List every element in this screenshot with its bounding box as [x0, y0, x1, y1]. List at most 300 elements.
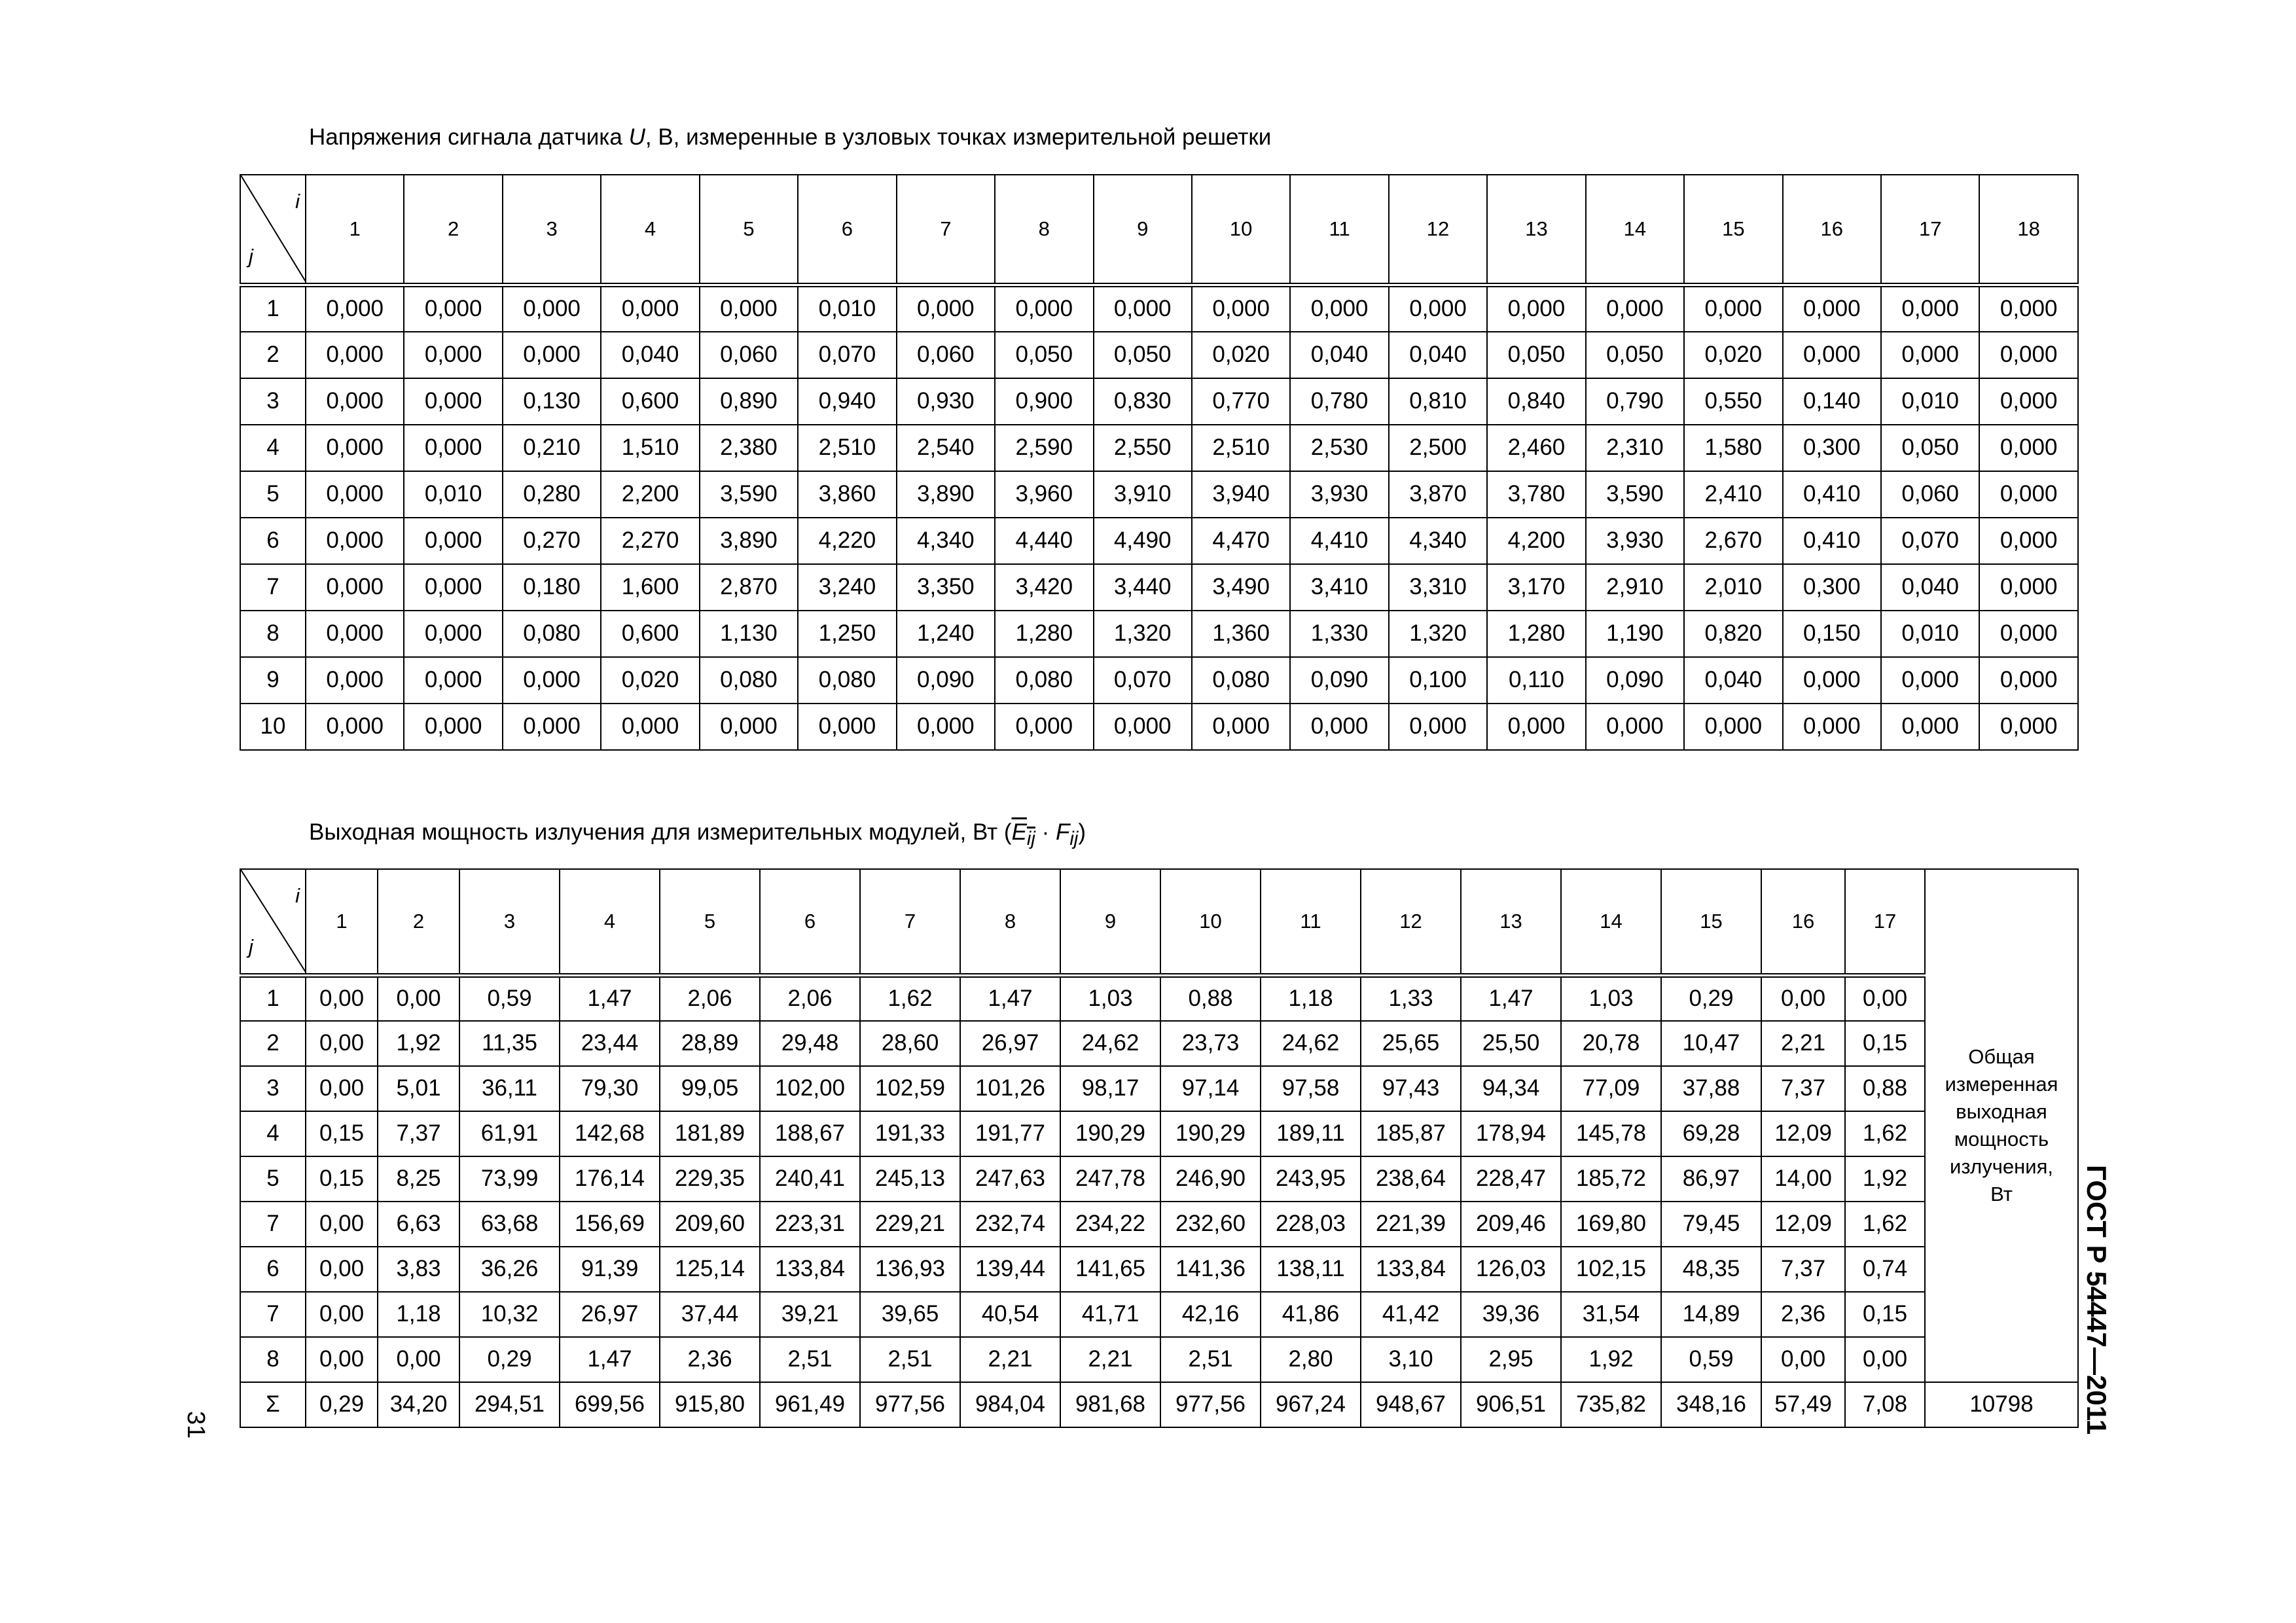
- sum-cell: 984,04: [960, 1382, 1060, 1427]
- row-index: 1: [240, 285, 306, 332]
- voltage-cell: 0,600: [601, 611, 699, 657]
- power-cell: 77,09: [1561, 1066, 1661, 1111]
- table-row: [240, 1292, 2078, 1337]
- voltage-cell: 0,790: [1586, 378, 1684, 425]
- table-row: [240, 378, 2078, 425]
- voltage-cell: 0,000: [1881, 657, 1979, 704]
- voltage-cell: 0,050: [1586, 332, 1684, 378]
- power-cell: 133,84: [1361, 1247, 1461, 1292]
- power-cell: 169,80: [1561, 1202, 1661, 1247]
- voltage-cell: 0,090: [897, 657, 995, 704]
- power-cell: 243,95: [1261, 1156, 1361, 1202]
- table-row: [240, 1247, 2078, 1292]
- power-cell: 2,06: [760, 976, 860, 1021]
- power-cell: 0,74: [1845, 1247, 1925, 1292]
- total-power-label-line: излучения,: [1950, 1154, 2053, 1178]
- row-index: 10: [240, 704, 306, 750]
- total-power-label-line: Общая: [1968, 1044, 2035, 1068]
- table-row: [240, 285, 2078, 332]
- voltage-cell: 0,410: [1783, 518, 1881, 564]
- voltage-cell: 0,000: [306, 518, 404, 564]
- power-cell: 138,11: [1261, 1247, 1361, 1292]
- voltage-cell: 0,930: [897, 378, 995, 425]
- voltage-cell: 2,460: [1487, 425, 1585, 471]
- total-power-label: [1925, 869, 2078, 1382]
- column-header: 4: [560, 869, 660, 976]
- column-header: 2: [404, 175, 502, 285]
- voltage-cell: 0,070: [1094, 657, 1192, 704]
- power-cell: 97,14: [1160, 1066, 1261, 1111]
- voltage-cell: 2,550: [1094, 425, 1192, 471]
- column-header: 8: [995, 175, 1093, 285]
- column-header: 16: [1761, 869, 1845, 976]
- voltage-cell: 0,410: [1783, 471, 1881, 518]
- voltage-cell: 0,000: [306, 611, 404, 657]
- voltage-cell: 0,060: [897, 332, 995, 378]
- voltage-cell: 0,300: [1783, 564, 1881, 611]
- column-header: 6: [798, 175, 896, 285]
- power-cell: 10,47: [1661, 1021, 1761, 1066]
- voltage-cell: 0,000: [404, 378, 502, 425]
- power-cell: 3,83: [378, 1247, 459, 1292]
- column-header: 8: [960, 869, 1060, 976]
- voltage-cell: 0,000: [1979, 378, 2077, 425]
- voltage-cell: 3,240: [798, 564, 896, 611]
- power-cell: 41,71: [1060, 1292, 1160, 1337]
- power-cell: 0,00: [1761, 976, 1845, 1021]
- voltage-cell: 2,410: [1684, 471, 1782, 518]
- column-header: 13: [1461, 869, 1561, 976]
- sum-symbol: Σ: [240, 1382, 306, 1427]
- table-row: [240, 1202, 2078, 1247]
- power-cell: 23,73: [1160, 1021, 1261, 1066]
- power-cell: 238,64: [1361, 1156, 1461, 1202]
- column-header: 1: [306, 869, 378, 976]
- voltage-cell: 0,000: [1979, 611, 2077, 657]
- voltage-cell: 0,040: [601, 332, 699, 378]
- power-cell: 190,29: [1160, 1111, 1261, 1156]
- row-index: 5: [240, 471, 306, 518]
- total-power-value: 10798: [1925, 1382, 2078, 1427]
- voltage-cell: 0,000: [1881, 285, 1979, 332]
- sum-row: [240, 1382, 2078, 1427]
- voltage-cell: 0,000: [306, 704, 404, 750]
- power-cell: 2,21: [1060, 1337, 1160, 1382]
- voltage-cell: 0,080: [1192, 657, 1290, 704]
- power-cell: 26,97: [960, 1021, 1060, 1066]
- voltage-cell: 0,000: [1783, 704, 1881, 750]
- voltage-cell: 0,000: [503, 285, 601, 332]
- voltage-cell: 3,870: [1389, 471, 1487, 518]
- column-header: 17: [1845, 869, 1925, 976]
- sum-cell: 981,68: [1060, 1382, 1160, 1427]
- power-cell: 63,68: [459, 1202, 560, 1247]
- voltage-cell: 0,010: [1881, 611, 1979, 657]
- voltage-cell: 0,040: [1389, 332, 1487, 378]
- corner-i-label: i: [295, 190, 300, 213]
- column-header: 11: [1290, 175, 1388, 285]
- column-header: 7: [897, 175, 995, 285]
- voltage-cell: 0,810: [1389, 378, 1487, 425]
- voltage-cell: 1,360: [1192, 611, 1290, 657]
- power-cell: 31,54: [1561, 1292, 1661, 1337]
- voltage-cell: 1,320: [1094, 611, 1192, 657]
- column-header: 3: [503, 175, 601, 285]
- voltage-cell: 2,010: [1684, 564, 1782, 611]
- voltage-cell: 0,000: [503, 704, 601, 750]
- voltage-cell: 0,000: [1979, 564, 2077, 611]
- power-cell: 156,69: [560, 1202, 660, 1247]
- voltage-cell: 4,410: [1290, 518, 1388, 564]
- sum-cell: 735,82: [1561, 1382, 1661, 1427]
- power-cell: 12,09: [1761, 1111, 1845, 1156]
- voltage-cell: 0,000: [306, 332, 404, 378]
- voltage-cell: 2,590: [995, 425, 1093, 471]
- voltage-cell: 0,090: [1290, 657, 1388, 704]
- voltage-cell: 2,540: [897, 425, 995, 471]
- voltage-cell: 2,270: [601, 518, 699, 564]
- power-cell: 209,60: [660, 1202, 760, 1247]
- power-cell: 41,42: [1361, 1292, 1461, 1337]
- voltage-cell: 3,590: [1586, 471, 1684, 518]
- voltage-cell: 4,490: [1094, 518, 1192, 564]
- voltage-cell: 0,100: [1389, 657, 1487, 704]
- power-cell: 0,15: [1845, 1292, 1925, 1337]
- power-cell: 73,99: [459, 1156, 560, 1202]
- voltage-cell: 0,060: [1881, 471, 1979, 518]
- voltage-cell: 0,150: [1783, 611, 1881, 657]
- voltage-cell: 3,170: [1487, 564, 1585, 611]
- voltage-cell: 0,300: [1783, 425, 1881, 471]
- table-row: [240, 611, 2078, 657]
- voltage-cell: 0,000: [1684, 285, 1782, 332]
- voltage-cell: 0,000: [1979, 704, 2077, 750]
- column-header: 7: [860, 869, 960, 976]
- power-cell: 0,00: [306, 976, 378, 1021]
- voltage-cell: 0,000: [1389, 704, 1487, 750]
- power-cell: 1,18: [378, 1292, 459, 1337]
- table2-caption: Выходная мощность излучения для измерительных модулей, Вт $(E_{ij} \cdot F_{ij})$: [309, 819, 1086, 849]
- column-header: 17: [1881, 175, 1979, 285]
- power-cell: 37,44: [660, 1292, 760, 1337]
- power-cell: 1,33: [1361, 976, 1461, 1021]
- power-cell: 126,03: [1461, 1247, 1561, 1292]
- voltage-cell: 0,050: [1881, 425, 1979, 471]
- power-cell: 79,30: [560, 1066, 660, 1111]
- power-cell: 20,78: [1561, 1021, 1661, 1066]
- voltage-cell: 0,110: [1487, 657, 1585, 704]
- power-cell: 25,50: [1461, 1021, 1561, 1066]
- power-cell: 1,62: [1845, 1202, 1925, 1247]
- row-index: 2: [240, 332, 306, 378]
- power-cell: 99,05: [660, 1066, 760, 1111]
- voltage-cell: 0,080: [503, 611, 601, 657]
- power-cell: 0,59: [459, 976, 560, 1021]
- table-row: [240, 1111, 2078, 1156]
- power-cell: 181,89: [660, 1111, 760, 1156]
- voltage-cell: 3,960: [995, 471, 1093, 518]
- power-table: [240, 868, 2079, 1428]
- table-row: [240, 704, 2078, 750]
- row-index: 7: [240, 564, 306, 611]
- voltage-cell: 0,010: [798, 285, 896, 332]
- power-cell: 0,00: [306, 1292, 378, 1337]
- column-header: 15: [1684, 175, 1782, 285]
- power-cell: 98,17: [1060, 1066, 1160, 1111]
- column-header: 9: [1060, 869, 1160, 976]
- voltage-cell: 0,270: [503, 518, 601, 564]
- power-cell: 141,36: [1160, 1247, 1261, 1292]
- power-cell: 28,89: [660, 1021, 760, 1066]
- power-cell: 10,32: [459, 1292, 560, 1337]
- corner-j-label: j: [249, 935, 253, 958]
- power-cell: 41,86: [1261, 1292, 1361, 1337]
- power-cell: 24,62: [1060, 1021, 1160, 1066]
- power-cell: 1,47: [560, 1337, 660, 1382]
- voltage-cell: 4,340: [897, 518, 995, 564]
- voltage-cell: 1,580: [1684, 425, 1782, 471]
- row-index: 4: [240, 1111, 306, 1156]
- power-cell: 247,63: [960, 1156, 1060, 1202]
- power-cell: 176,14: [560, 1156, 660, 1202]
- power-cell: 0,29: [1661, 976, 1761, 1021]
- voltage-cell: 0,040: [1684, 657, 1782, 704]
- power-cell: 0,00: [1845, 1337, 1925, 1382]
- power-cell: 228,47: [1461, 1156, 1561, 1202]
- power-cell: 61,91: [459, 1111, 560, 1156]
- column-header: 11: [1261, 869, 1361, 976]
- power-cell: 0,00: [306, 1337, 378, 1382]
- voltage-cell: 0,000: [995, 285, 1093, 332]
- voltage-cell: 0,830: [1094, 378, 1192, 425]
- table-row: [240, 1156, 2078, 1202]
- column-header: 1: [306, 175, 404, 285]
- table-row: [240, 518, 2078, 564]
- power-cell: 39,36: [1461, 1292, 1561, 1337]
- power-cell: 189,11: [1261, 1111, 1361, 1156]
- power-cell: 234,22: [1060, 1202, 1160, 1247]
- power-cell: 14,00: [1761, 1156, 1845, 1202]
- voltage-cell: 0,070: [798, 332, 896, 378]
- power-cell: 185,72: [1561, 1156, 1661, 1202]
- voltage-cell: 3,310: [1389, 564, 1487, 611]
- voltage-cell: 3,440: [1094, 564, 1192, 611]
- table-row: [240, 657, 2078, 704]
- power-cell: 247,78: [1060, 1156, 1160, 1202]
- voltage-cell: 3,890: [897, 471, 995, 518]
- table-row: [240, 332, 2078, 378]
- voltage-cell: 0,000: [601, 285, 699, 332]
- voltage-cell: 0,000: [503, 332, 601, 378]
- row-index: 2: [240, 1021, 306, 1066]
- voltage-cell: 3,420: [995, 564, 1093, 611]
- power-cell: 102,15: [1561, 1247, 1661, 1292]
- voltage-cell: 0,020: [601, 657, 699, 704]
- voltage-cell: 1,600: [601, 564, 699, 611]
- row-index: 9: [240, 657, 306, 704]
- column-header: 16: [1783, 175, 1881, 285]
- voltage-cell: 2,910: [1586, 564, 1684, 611]
- power-cell: 1,92: [378, 1021, 459, 1066]
- power-cell: 0,00: [378, 976, 459, 1021]
- voltage-cell: 0,900: [995, 378, 1093, 425]
- voltage-cell: 0,130: [503, 378, 601, 425]
- table-row: [240, 976, 2078, 1021]
- power-cell: 11,35: [459, 1021, 560, 1066]
- voltage-cell: 1,130: [700, 611, 798, 657]
- row-index: 1: [240, 976, 306, 1021]
- page-number: 31: [182, 1411, 209, 1439]
- voltage-cell: 4,470: [1192, 518, 1290, 564]
- column-header: 5: [700, 175, 798, 285]
- column-header: 4: [601, 175, 699, 285]
- power-cell: 1,03: [1561, 976, 1661, 1021]
- power-cell: 145,78: [1561, 1111, 1661, 1156]
- voltage-cell: 1,280: [1487, 611, 1585, 657]
- voltage-cell: 3,780: [1487, 471, 1585, 518]
- power-cell: 1,47: [1461, 976, 1561, 1021]
- voltage-cell: 3,350: [897, 564, 995, 611]
- power-cell: 97,43: [1361, 1066, 1461, 1111]
- table-row: [240, 1066, 2078, 1111]
- sum-cell: 977,56: [1160, 1382, 1261, 1427]
- voltage-cell: 0,000: [1586, 704, 1684, 750]
- voltage-cell: 0,000: [404, 425, 502, 471]
- sum-cell: 699,56: [560, 1382, 660, 1427]
- power-cell: 36,26: [459, 1247, 560, 1292]
- voltage-cell: 0,000: [306, 564, 404, 611]
- voltage-cell: 1,240: [897, 611, 995, 657]
- voltage-cell: 0,000: [1192, 704, 1290, 750]
- voltage-cell: 1,510: [601, 425, 699, 471]
- voltage-cell: 0,000: [404, 518, 502, 564]
- power-cell: 0,88: [1160, 976, 1261, 1021]
- voltage-cell: 0,080: [798, 657, 896, 704]
- voltage-cell: 0,000: [1979, 518, 2077, 564]
- power-cell: 246,90: [1160, 1156, 1261, 1202]
- power-cell: 7,37: [1761, 1247, 1845, 1292]
- column-header: 5: [660, 869, 760, 976]
- voltage-cell: 2,510: [1192, 425, 1290, 471]
- power-cell: 136,93: [860, 1247, 960, 1292]
- power-cell: 42,16: [1160, 1292, 1261, 1337]
- power-cell: 2,36: [1761, 1292, 1845, 1337]
- voltage-cell: 0,890: [700, 378, 798, 425]
- table1-caption: Напряжения сигнала датчика U, В, измеренные в узловых точках измерительной решетки: [309, 124, 1272, 150]
- voltage-cell: 0,000: [897, 285, 995, 332]
- power-cell: 69,28: [1661, 1111, 1761, 1156]
- voltage-cell: 0,000: [601, 704, 699, 750]
- voltage-cell: 0,780: [1290, 378, 1388, 425]
- table-row: [240, 1021, 2078, 1066]
- power-cell: 3,10: [1361, 1337, 1461, 1382]
- voltage-cell: 0,000: [1487, 285, 1585, 332]
- power-cell: 223,31: [760, 1202, 860, 1247]
- power-cell: 8,25: [378, 1156, 459, 1202]
- power-cell: 1,18: [1261, 976, 1361, 1021]
- voltage-cell: 2,200: [601, 471, 699, 518]
- power-cell: 48,35: [1661, 1247, 1761, 1292]
- voltage-cell: 4,220: [798, 518, 896, 564]
- voltage-cell: 0,000: [1979, 471, 2077, 518]
- power-cell: 6,63: [378, 1202, 459, 1247]
- column-header: 6: [760, 869, 860, 976]
- voltage-cell: 2,870: [700, 564, 798, 611]
- voltage-cell: 0,550: [1684, 378, 1782, 425]
- power-cell: 228,03: [1261, 1202, 1361, 1247]
- row-index: 6: [240, 1247, 306, 1292]
- voltage-cell: 2,310: [1586, 425, 1684, 471]
- corner-j-label: j: [249, 245, 253, 268]
- voltage-cell: 0,000: [995, 704, 1093, 750]
- power-cell: 232,74: [960, 1202, 1060, 1247]
- voltage-cell: 1,330: [1290, 611, 1388, 657]
- voltage-cell: 0,000: [404, 611, 502, 657]
- voltage-cell: 2,510: [798, 425, 896, 471]
- sum-cell: 915,80: [660, 1382, 760, 1427]
- power-cell: 188,67: [760, 1111, 860, 1156]
- sum-cell: 348,16: [1661, 1382, 1761, 1427]
- sum-cell: 7,08: [1845, 1382, 1925, 1427]
- row-index: 7: [240, 1202, 306, 1247]
- power-cell: 5,01: [378, 1066, 459, 1111]
- voltage-cell: 0,060: [700, 332, 798, 378]
- voltage-cell: 0,000: [1979, 657, 2077, 704]
- voltage-cell: 0,090: [1586, 657, 1684, 704]
- power-cell: 2,51: [760, 1337, 860, 1382]
- column-header: 12: [1389, 175, 1487, 285]
- power-cell: 102,00: [760, 1066, 860, 1111]
- power-cell: 229,21: [860, 1202, 960, 1247]
- power-cell: 28,60: [860, 1021, 960, 1066]
- total-power-label-line: измеренная: [1945, 1072, 2058, 1096]
- header-row: [240, 869, 2078, 976]
- power-cell: 240,41: [760, 1156, 860, 1202]
- corner-header: [240, 869, 306, 976]
- voltage-cell: 0,600: [601, 378, 699, 425]
- voltage-cell: 0,040: [1881, 564, 1979, 611]
- sum-cell: 961,49: [760, 1382, 860, 1427]
- voltage-cell: 0,000: [1783, 285, 1881, 332]
- voltage-cell: 0,020: [1684, 332, 1782, 378]
- power-cell: 133,84: [760, 1247, 860, 1292]
- voltage-cell: 4,200: [1487, 518, 1585, 564]
- sum-cell: 948,67: [1361, 1382, 1461, 1427]
- row-index: 5: [240, 1156, 306, 1202]
- power-cell: 178,94: [1461, 1111, 1561, 1156]
- voltage-cell: 3,590: [700, 471, 798, 518]
- voltage-cell: 0,050: [995, 332, 1093, 378]
- power-cell: 29,48: [760, 1021, 860, 1066]
- power-cell: 1,92: [1845, 1156, 1925, 1202]
- voltage-cell: 0,010: [404, 471, 502, 518]
- voltage-cell: 0,840: [1487, 378, 1585, 425]
- voltage-cell: 1,190: [1586, 611, 1684, 657]
- column-header: 10: [1160, 869, 1261, 976]
- power-cell: 101,26: [960, 1066, 1060, 1111]
- row-index: 7: [240, 1292, 306, 1337]
- voltage-cell: 0,000: [798, 704, 896, 750]
- power-cell: 97,58: [1261, 1066, 1361, 1111]
- voltage-cell: 0,000: [404, 704, 502, 750]
- power-cell: 7,37: [378, 1111, 459, 1156]
- voltage-cell: 2,500: [1389, 425, 1487, 471]
- power-cell: 209,46: [1461, 1202, 1561, 1247]
- power-cell: 2,36: [660, 1337, 760, 1382]
- row-index: 4: [240, 425, 306, 471]
- voltage-cell: 3,930: [1290, 471, 1388, 518]
- voltage-cell: 0,020: [1192, 332, 1290, 378]
